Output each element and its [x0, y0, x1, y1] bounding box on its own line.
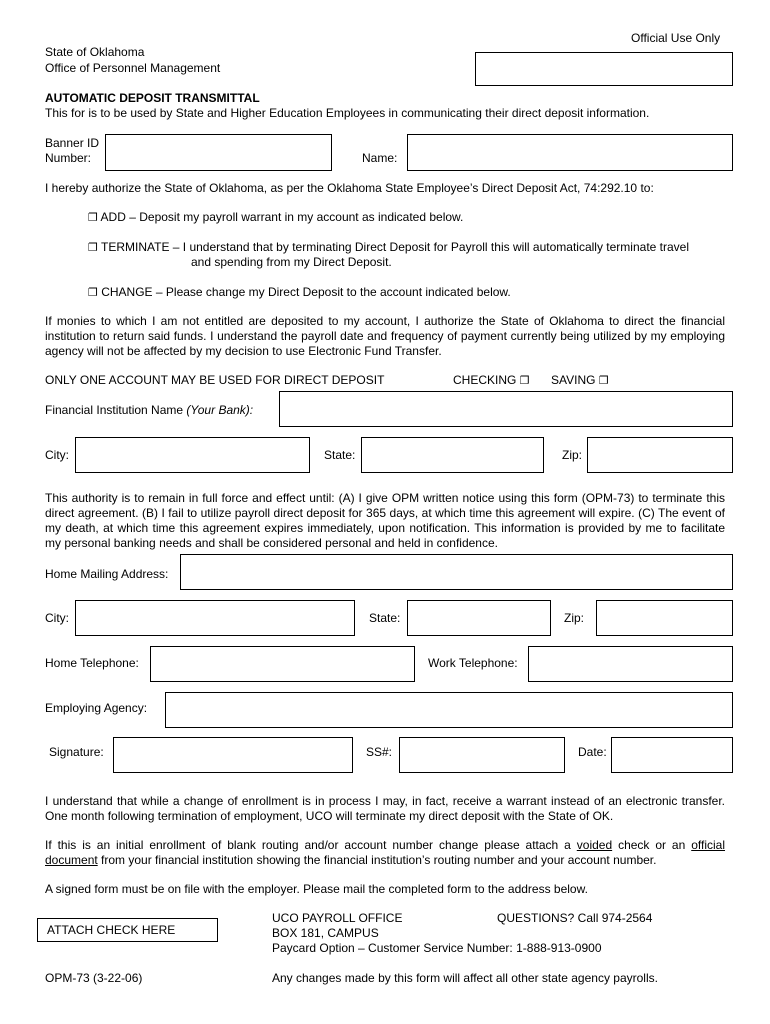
agency-input[interactable] [165, 692, 733, 728]
checking-label: CHECKING [453, 373, 517, 387]
option-add[interactable] [88, 210, 463, 225]
bank-state-label: State: [324, 448, 356, 462]
institution-label [45, 403, 253, 418]
authorize-statement: I hereby authorize the State of Oklahoma, as per the Oklahoma State Employee’s Direct Deposit Act, 74:292.10 to: [45, 181, 654, 195]
checking-checkbox[interactable]: ❐ [519, 374, 530, 387]
form-id: OPM-73 (3-22-06) [45, 971, 143, 985]
home-phone-label: Home Telephone: [45, 656, 139, 670]
option-change[interactable] [88, 285, 511, 300]
add-label: ADD – Deposit my payroll warrant in my account as indicated below. [100, 210, 464, 224]
banner-id-label-2: Number: [45, 151, 92, 165]
voided-emphasis: voided [576, 838, 613, 852]
work-phone-input[interactable] [528, 646, 733, 682]
saving-option[interactable] [551, 373, 609, 388]
paycard-info: Paycard Option – Customer Service Number: 1-888-913-0900 [272, 941, 602, 955]
form-subtitle: This for is to be used by State and Higher Education Employees in communicating their direct deposit information. [45, 106, 650, 120]
terminate-label: TERMINATE – I understand that by terminating Direct Deposit for Payroll this will automatically terminate travel [101, 240, 689, 254]
home-zip-label: Zip: [564, 611, 585, 625]
signature-input[interactable] [113, 737, 353, 773]
initial-enrollment-paragraph [45, 838, 725, 868]
signature-label: Signature: [49, 745, 104, 759]
monies-paragraph: If monies to which I am not entitled are deposited to my account, I authorize the State of Oklahoma to direct the financial institution to return said funds. I understand the payroll date and frequency of payment currently being utilized by my employing agency will not be affected by my decision to use Electronic Fund Transfer. [45, 314, 725, 358]
authority-paragraph: This authority is to remain in full force and effect until: (A) I give OPM written notice using this form (OPM-73) to terminate this direct agreement. (B) I fail to utilize payroll direct deposit for 365 days, at which time this agreement will expire. (C) The event of my death, at which time this agreement expires immediately, upon notification. This information is provided by me to facilitate my personal banking needs and shall be considered personal and held in confidence. [45, 491, 725, 550]
document-emphasis: document [45, 853, 98, 867]
home-state-label: State: [369, 611, 401, 625]
work-phone-label: Work Telephone: [428, 656, 518, 670]
home-address-input[interactable] [180, 554, 733, 590]
option-terminate[interactable] [88, 240, 689, 255]
change-label: CHANGE – Please change my Direct Deposit to the account indicated below. [101, 285, 511, 299]
checking-option[interactable] [453, 373, 530, 388]
attach-check-label: ATTACH CHECK HERE [47, 923, 176, 937]
signed-form-notice: A signed form must be on file with the employer. Please mail the completed form to the address below. [45, 882, 588, 896]
enrollment-paragraph: I understand that while a change of enrollment is in process I may, in fact, receive a warrant instead of an electronic transfer. One month following termination of employment, UCO will terminate my direct deposit with the State of OK. [45, 794, 725, 823]
form-title: AUTOMATIC DEPOSIT TRANSMITTAL [45, 91, 260, 105]
home-city-label: City: [45, 611, 69, 625]
payroll-office: UCO PAYROLL OFFICE [272, 911, 403, 925]
home-zip-input[interactable] [596, 600, 733, 636]
date-input[interactable] [611, 737, 733, 773]
home-city-input[interactable] [75, 600, 355, 636]
terminate-label-continued: and spending from my Direct Deposit. [191, 255, 392, 269]
change-checkbox[interactable]: ❐ [88, 286, 98, 299]
bank-zip-label: Zip: [562, 448, 583, 462]
institution-label-hint: (Your Bank): [186, 403, 254, 417]
ssn-label: SS#: [366, 745, 393, 759]
attach-check-box [37, 918, 218, 942]
changes-notice: Any changes made by this form will affect all other state agency payrolls. [272, 971, 658, 985]
home-phone-input[interactable] [150, 646, 415, 682]
name-input[interactable] [407, 134, 733, 171]
questions-phone: QUESTIONS? Call 974-2564 [497, 911, 653, 925]
official-emphasis: official [691, 838, 726, 852]
initial-enrollment-text-1: If this is an initial enrollment of blank routing and/or account number change please attach a [45, 838, 577, 852]
bank-state-input[interactable] [361, 437, 544, 473]
saving-label: SAVING [551, 373, 596, 387]
official-use-label: Official Use Only [631, 31, 721, 45]
add-checkbox[interactable]: ❐ [88, 211, 98, 224]
initial-enrollment-text-3: from your financial institution showing the financial institution’s routing number and your account number. [97, 853, 657, 867]
ssn-input[interactable] [399, 737, 565, 773]
institution-input[interactable] [279, 391, 733, 427]
terminate-checkbox[interactable]: ❐ [88, 241, 98, 254]
state-name: State of Oklahoma [45, 45, 145, 59]
home-state-input[interactable] [407, 600, 551, 636]
official-use-field [475, 52, 733, 86]
date-label: Date: [578, 745, 607, 759]
name-label: Name: [362, 151, 398, 165]
bank-zip-input[interactable] [587, 437, 733, 473]
bank-city-input[interactable] [75, 437, 310, 473]
institution-label-text: Financial Institution Name [45, 403, 184, 417]
agency-label: Employing Agency: [45, 701, 148, 715]
banner-id-input[interactable] [105, 134, 332, 171]
payroll-box: BOX 181, CAMPUS [272, 926, 379, 940]
office-name: Office of Personnel Management [45, 61, 221, 75]
banner-id-label: Banner ID [45, 136, 100, 150]
saving-checkbox[interactable]: ❐ [598, 374, 609, 387]
bank-city-label: City: [45, 448, 69, 462]
one-account-notice: ONLY ONE ACCOUNT MAY BE USED FOR DIRECT DEPOSIT [45, 373, 385, 387]
home-address-label: Home Mailing Address: [45, 567, 169, 581]
initial-enrollment-text-2: check or an [612, 838, 692, 852]
